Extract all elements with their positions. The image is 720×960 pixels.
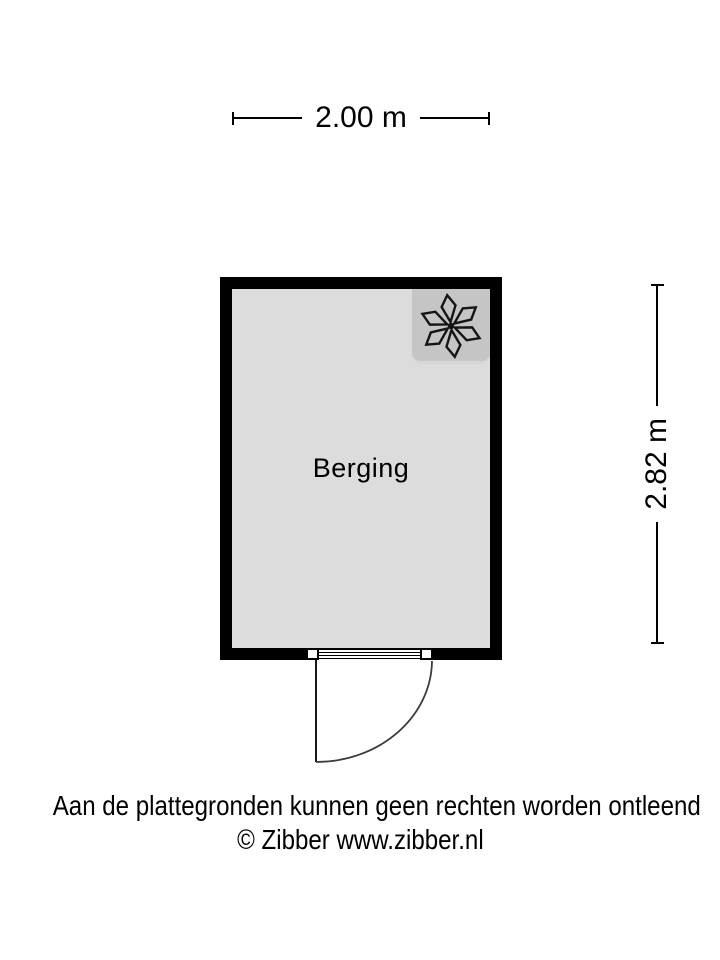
room-label: Berging: [312, 453, 410, 483]
footer-disclaimer: Aan de plattegronden kunnen geen rechten worden ontleend: [52, 790, 701, 821]
dimension-line-top: [656, 286, 658, 406]
dimension-tick-right: [488, 112, 490, 125]
ventilation-fan-icon: [415, 289, 487, 361]
dimension-tick-bottom: [651, 642, 664, 644]
width-dimension-label: 2.00 m: [315, 101, 407, 134]
width-dimension: [232, 101, 490, 135]
footer-copyright-line: [0, 823, 720, 857]
dimension-line-left: [234, 117, 302, 119]
footer-disclaimer-line: [0, 789, 720, 823]
dimension-line-bottom: [656, 522, 658, 642]
height-dimension-label: 2.82 m: [640, 418, 673, 510]
ventilation-box: [412, 289, 490, 364]
height-dimension: [640, 284, 674, 644]
room-berging: [220, 277, 502, 660]
footer-copyright: © Zibber www.zibber.nl: [236, 824, 484, 855]
footer: [0, 789, 720, 857]
door-swing-arc: [300, 652, 440, 767]
dimension-line-right: [420, 117, 488, 119]
